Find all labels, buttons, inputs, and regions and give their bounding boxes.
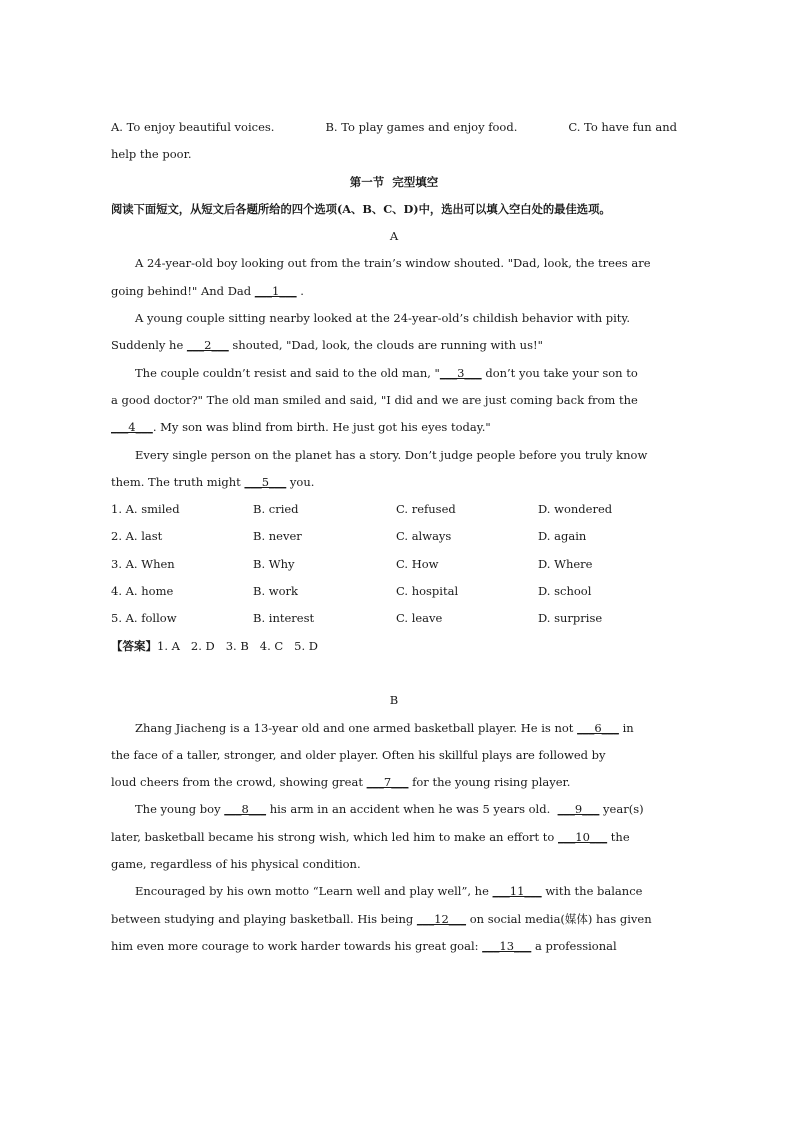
passage-a-line: The couple couldn’t resist and said to the old man, "___3___ don’t you take your son to [135,365,638,380]
passage-b-line: him even more courage to work harder towards his great goal: ___13___ a professional [111,938,617,953]
passage-a-line: them. The truth might ___5___ you. [111,474,315,489]
passage-b-line: Encouraged by his own motto “Learn well and play well”, he ___11___ with the balance [135,884,643,899]
question-row: 2. A. last B. never C. always D. again [111,529,587,544]
question-row: 4. A. home B. work C. hospital D. school [111,584,592,599]
passage-a-label: A [389,229,399,244]
document-page [111,114,677,960]
blank-4: ___4___ [111,420,153,435]
passage-b-line: game, regardless of his physical condition. [111,857,361,872]
option-b: B. To play games and enjoy food. [325,120,518,134]
question-row: 5. A. follow B. interest C. leave D. surprise [111,611,603,626]
blank-11: ___11___ [492,884,542,899]
passage-b-line: loud cheers from the crowd, showing great ___7___ for the young rising player. [111,775,571,790]
blank-2: ___2___ [186,338,229,353]
passage-a-line: A 24-year-old boy looking out from the train’s window shouted. "Dad, look, the trees are [135,256,651,271]
passage-a-line: a good doctor?" The old man smiled and said, "I did and we are just coming back from the [111,392,638,407]
answer-key: 【答案】1. A 2. D 3. B 4. C 5. D [111,638,318,653]
instructions: 阅读下面短文，从短文后各题所给的四个选项(A、B、C、D)中，选出可以填入空白处的最佳选项。 [111,201,611,216]
blank-1: ___1___ [254,283,297,298]
blank-9: ___9___ [557,802,600,817]
top-options-row [111,114,677,141]
passage-a-line: ___4___. My son was blind from birth. He just got his eyes today." [111,420,491,435]
passage-b-label: B [389,693,399,708]
passage-b-line: later, basketball became his strong wish, which led him to make an effort to ___10___ the [111,829,630,844]
blank-6: ___6___ [577,720,619,735]
passage-a-line: A young couple sitting nearby looked at the 24-year-old’s childish behavior with pity. [135,311,631,326]
option-a: A. To enjoy beautiful voices. [111,120,275,134]
blank-3: ___3___ [439,365,482,380]
blank-8: ___8___ [224,802,267,817]
option-c: C. To have fun and [568,120,677,134]
passage-b-line: the face of a taller, stronger, and older player. Often his skillful plays are followed by [111,747,606,762]
passage-a-line: Suddenly he ___2___ shouted, "Dad, look, the clouds are running with us!" [111,338,543,353]
blank-5: ___5___ [244,474,287,489]
blank-12: ___12___ [416,911,467,926]
passage-b-line: The young boy ___8___ his arm in an accident when he was 5 years old. ___9___ year(s) [135,802,644,817]
blank-13: ___13___ [482,938,532,953]
passage-a-line: Every single person on the planet has a story. Don’t judge people before you truly know [135,447,648,462]
blank-7: ___7___ [366,775,409,790]
passage-b-line: between studying and playing basketball. His being ___12___ on social media(媒体) has given [111,911,652,926]
option-c-continued: help the poor. [111,147,192,162]
passage-a-line: going behind!" And Dad ___1___ . [111,283,304,298]
question-row: 1. A. smiled B. cried C. refused D. wondered [111,502,613,517]
spacer [111,660,677,687]
section-title: 第一节 完型填空 [349,174,439,189]
question-row: 3. A. When B. Why C. How D. Where [111,556,593,571]
passage-b-line: Zhang Jiacheng is a 13-year old and one armed basketball player. He is not ___6___ in [135,720,634,735]
blank-10: ___10___ [558,829,608,844]
